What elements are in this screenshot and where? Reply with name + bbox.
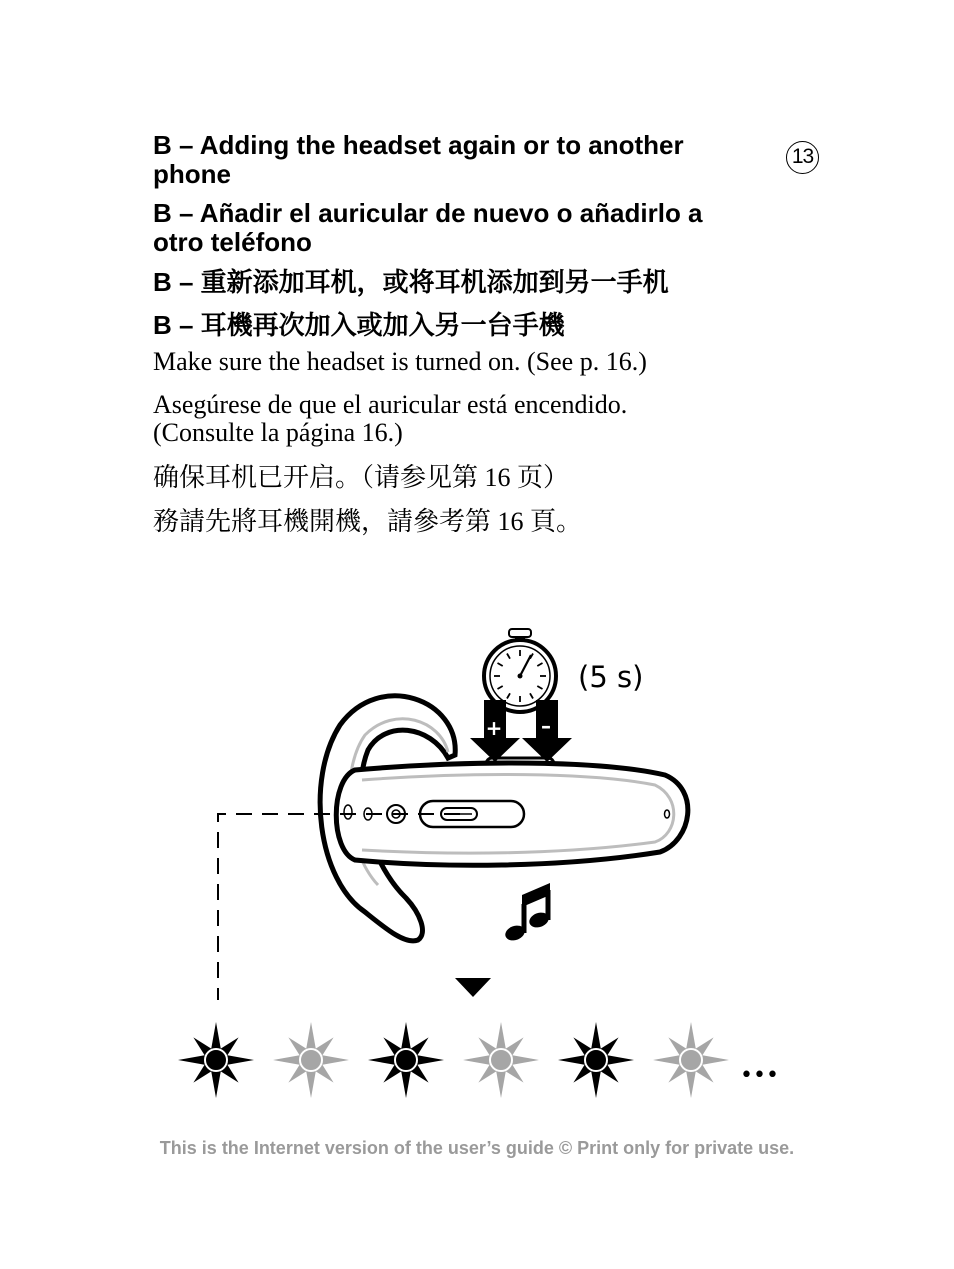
flashing-light-icon (178, 1022, 254, 1098)
minus-label: – (541, 714, 551, 738)
music-note-icon (503, 883, 551, 943)
plus-label: + (485, 716, 503, 740)
instruction-spanish-line1: Asegúrese de que el auricular está encendido. (153, 390, 628, 419)
duration-label: (5 s) (578, 660, 644, 694)
heading-english: B – Adding the headset again or to another phone (153, 130, 684, 189)
flashing-light-icon (653, 1022, 729, 1098)
flashing-light-icon (558, 1022, 634, 1098)
heading-traditional-chinese: B – 耳機再次加入或加入另一台手機 (153, 310, 565, 340)
flashing-light-icon (273, 1022, 349, 1098)
sequence-arrow-icon (455, 978, 491, 997)
flashing-light-icon (463, 1022, 539, 1098)
instruction-simplified-chinese: 确保耳机已开启。（请参见第 16 页） (153, 463, 570, 492)
footer-note: This is the Internet version of the user’s guide © Print only for private use. (159, 1138, 795, 1158)
stopwatch-icon (484, 629, 556, 712)
flashing-light-sequence (178, 1022, 729, 1098)
instruction-traditional-chinese: 務請先將耳機開機，請參考第 16 頁。 (153, 507, 583, 536)
instruction-english: Make sure the headset is turned on. (See p. 16.) (153, 347, 647, 376)
heading-spanish: B – Añadir el auricular de nuevo o añadirlo a otro teléfono (153, 198, 703, 257)
heading-simplified-chinese: B – 重新添加耳机，或将耳机添加到另一手机 (153, 267, 669, 297)
sequence-ellipsis: ••• (740, 1063, 779, 1088)
page-number-badge: 13 (786, 141, 819, 174)
headset-illustration (0, 600, 954, 1110)
flashing-light-icon (368, 1022, 444, 1098)
instruction-spanish-line2: (Consulte la página 16.) (153, 418, 403, 447)
